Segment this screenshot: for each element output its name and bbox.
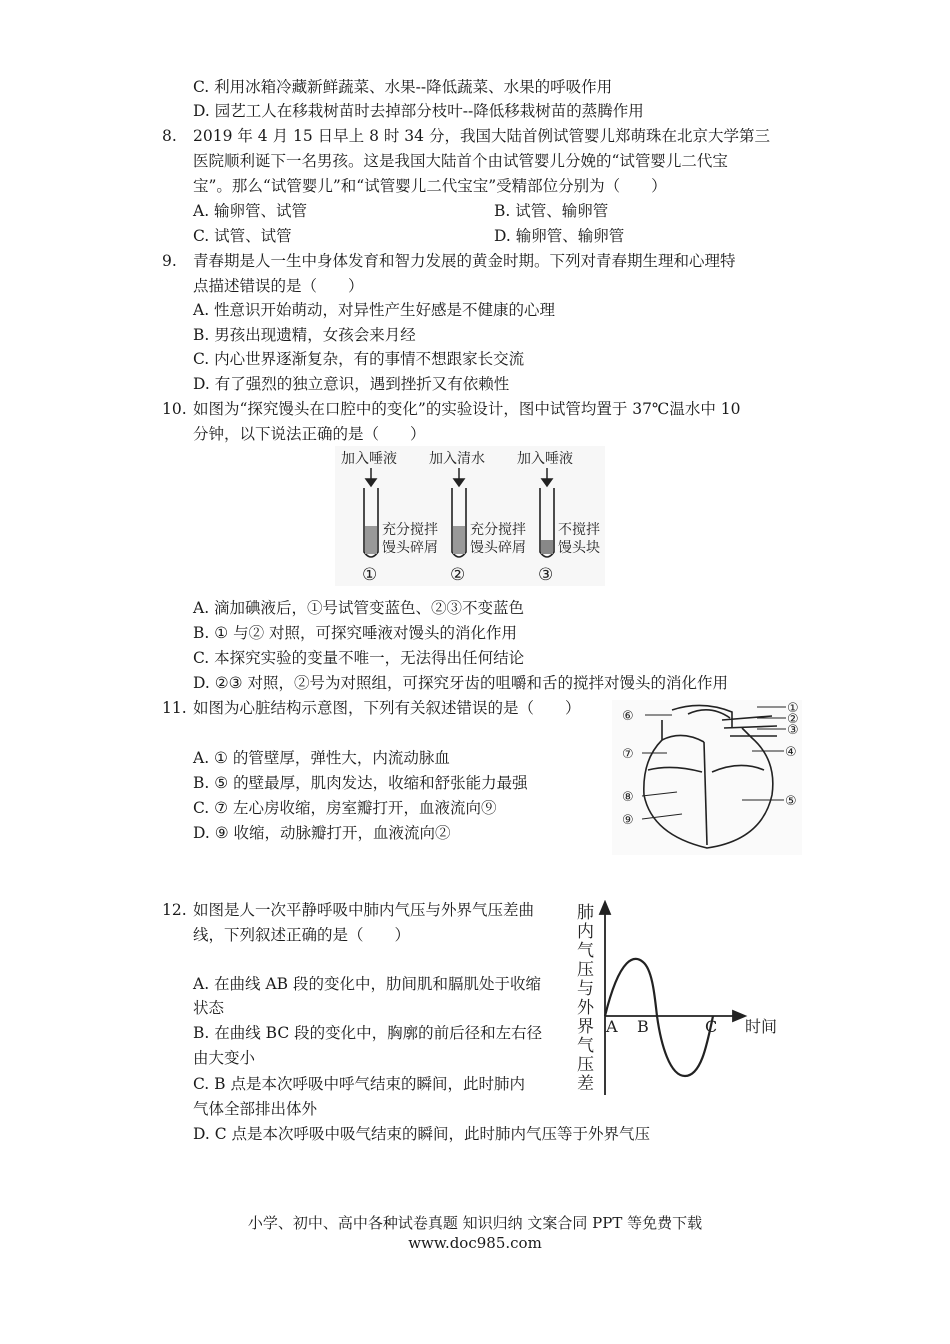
- ylabel-char: 气: [577, 1036, 594, 1056]
- pressure-curve: [605, 959, 713, 1076]
- ylabel-char: 差: [577, 1074, 594, 1094]
- tube3-side-label1: 不搅拌: [558, 522, 600, 538]
- q8-option-b: B. 试管、输卵管: [494, 202, 609, 220]
- y-axis-arrow-icon: [600, 902, 610, 914]
- q11-option-a: A. ① 的管壁厚，弹性大，内流动脉血: [193, 749, 450, 767]
- q8-option-d: D. 输卵管、输卵管: [494, 227, 625, 245]
- ylabel-char: 压: [577, 960, 594, 980]
- q8-option-c: C. 试管、试管: [193, 227, 292, 245]
- q10-number: 10.: [162, 400, 187, 418]
- q11-heart-figure: [612, 700, 802, 855]
- heart-label-4: ④: [785, 745, 797, 760]
- ylabel-char: 内: [577, 922, 594, 942]
- heart-label-6: ⑥: [622, 709, 634, 724]
- chart-ylabel: [577, 903, 595, 1094]
- q9-option-b: B. 男孩出现遗精，女孩会来月经: [193, 326, 416, 344]
- q9-number: 9.: [162, 252, 177, 270]
- q11-option-b: B. ⑤ 的壁最厚，肌肉发达，收缩和舒张能力最强: [193, 774, 528, 792]
- q10-option-a: A. 滴加碘液后，①号试管变蓝色、②③不变蓝色: [193, 599, 525, 617]
- q10-test-tube-figure: [335, 446, 605, 586]
- tube2-top-label: 加入清水: [429, 451, 485, 467]
- q8-stem-line1: 2019 年 4 月 15 日早上 8 时 34 分，我国大陆首例试管婴儿郑萌珠在北京大学第三: [193, 127, 770, 145]
- q12-stem-line2: 线，下列叙述正确的是（ ）: [193, 926, 411, 944]
- q11-number: 11.: [162, 699, 187, 717]
- tube2-side-label1: 充分搅拌: [470, 522, 526, 538]
- tube3-top-label: 加入唾液: [517, 451, 573, 467]
- q11-option-c: C. ⑦ 左心房收缩，房室瓣打开，血液流向⑨: [193, 799, 497, 817]
- q9-stem-line2: 点描述错误的是（ ）: [193, 277, 364, 295]
- ylabel-char: 压: [577, 1055, 594, 1075]
- q11-option-d: D. ⑨ 收缩，动脉瓣打开，血液流向②: [193, 824, 451, 842]
- heart-label-1: ①: [787, 701, 799, 716]
- q12-option-b-line2: 由大变小: [193, 1049, 256, 1067]
- q10-stem-line1: 如图为“探究馒头在口腔中的变化”的实验设计，图中试管均置于 37℃温水中 10: [193, 400, 741, 418]
- q12-option-d: D. C 点是本次呼吸中吸气结束的瞬间，此时肺内气压等于外界气压: [193, 1125, 651, 1143]
- tube3-number: ③: [538, 565, 554, 585]
- point-a-label: A: [606, 1017, 618, 1036]
- heart-label-7: ⑦: [622, 747, 634, 762]
- q11-stem: 如图为心脏结构示意图，下列有关叙述错误的是（ ）: [193, 699, 581, 717]
- tube1-top-label: 加入唾液: [341, 451, 397, 467]
- q12-number: 12.: [162, 901, 187, 919]
- heart-label-8: ⑧: [622, 790, 634, 805]
- q12-option-a-line1: A. 在曲线 AB 段的变化中，肋间肌和膈肌处于收缩: [193, 975, 541, 993]
- test-tubes-diagram: [335, 446, 605, 586]
- pressure-curve-chart: [575, 900, 790, 1095]
- q7-option-c: C. 利用冰箱冷藏新鲜蔬菜、水果--降低蔬菜、水果的呼吸作用: [193, 78, 613, 96]
- footer-line1: 小学、初中、高中各种试卷真题 知识归纳 文案合同 PPT 等免费下载: [247, 1214, 703, 1232]
- q12-option-b-line1: B. 在曲线 BC 段的变化中，胸廓的前后径和左右径: [193, 1024, 543, 1042]
- point-b-label: B: [637, 1017, 649, 1036]
- q12-option-c-line2: 气体全部排出体外: [193, 1100, 318, 1118]
- heart-diagram: [612, 700, 802, 855]
- q9-stem-line1: 青春期是人一生中身体发育和智力发展的黄金时期。下列对青春期生理和心理特: [193, 252, 736, 270]
- q8-stem-line2: 医院顺利诞下一名男孩。这是我国大陆首个由试管婴儿分娩的“试管婴儿二代宝: [193, 152, 728, 170]
- heart-label-3: ③: [787, 723, 799, 738]
- tube2-number: ②: [450, 565, 466, 585]
- tube2-side-label2: 馒头碎屑: [470, 540, 526, 556]
- heart-label-9: ⑨: [622, 813, 634, 828]
- ylabel-char: 界: [577, 1017, 594, 1037]
- q10-option-d: D. ②③ 对照，②号为对照组，可探究牙齿的咀嚼和舌的搅拌对馒头的消化作用: [193, 674, 728, 692]
- q12-option-c-line1: C. B 点是本次呼吸中呼气结束的瞬间，此时肺内: [193, 1075, 525, 1093]
- q10-option-b: B. ① 与② 对照，可探究唾液对馒头的消化作用: [193, 624, 517, 642]
- point-c-label: C: [705, 1017, 718, 1036]
- q9-option-d: D. 有了强烈的独立意识，遇到挫折又有依赖性: [193, 375, 510, 393]
- heart-label-5: ⑤: [785, 794, 797, 809]
- tube3-side-label2: 馒头块: [558, 540, 600, 556]
- tube1-side-label2: 馒头碎屑: [382, 540, 438, 556]
- tube1-number: ①: [362, 565, 378, 585]
- footer-url: www.doc985.com: [408, 1234, 542, 1252]
- tube1-side-label1: 充分搅拌: [382, 522, 438, 538]
- q12-pressure-chart: [575, 900, 790, 1095]
- ylabel-char: 肺: [577, 903, 594, 923]
- q8-option-a: A. 输卵管、试管: [193, 202, 308, 220]
- ylabel-char: 外: [577, 998, 594, 1018]
- ylabel-char: 气: [577, 941, 594, 961]
- q12-stem-line1: 如图是人一次平静呼吸中肺内气压与外界气压差曲: [193, 901, 535, 919]
- q8-stem-line3: 宝”。那么“试管婴儿”和“试管婴儿二代宝宝”受精部位分别为（ ）: [193, 177, 667, 195]
- q8-number: 8.: [162, 127, 177, 145]
- ylabel-char: 与: [577, 979, 594, 999]
- q10-option-c: C. 本探究实验的变量不唯一，无法得出任何结论: [193, 649, 525, 667]
- q9-option-a: A. 性意识开始萌动，对异性产生好感是不健康的心理: [193, 301, 556, 319]
- q7-option-d: D. 园艺工人在移栽树苗时去掉部分枝叶--降低移栽树苗的蒸腾作用: [193, 102, 644, 120]
- q9-option-c: C. 内心世界逐渐复杂，有的事情不想跟家长交流: [193, 350, 525, 368]
- q10-stem-line2: 分钟，以下说法正确的是（ ）: [193, 425, 426, 443]
- heart-label-2: ②: [787, 712, 799, 727]
- x-axis-arrow-icon: [733, 1011, 745, 1021]
- q12-option-a-line2: 状态: [193, 999, 225, 1017]
- chart-xlabel: 时间: [745, 1017, 778, 1036]
